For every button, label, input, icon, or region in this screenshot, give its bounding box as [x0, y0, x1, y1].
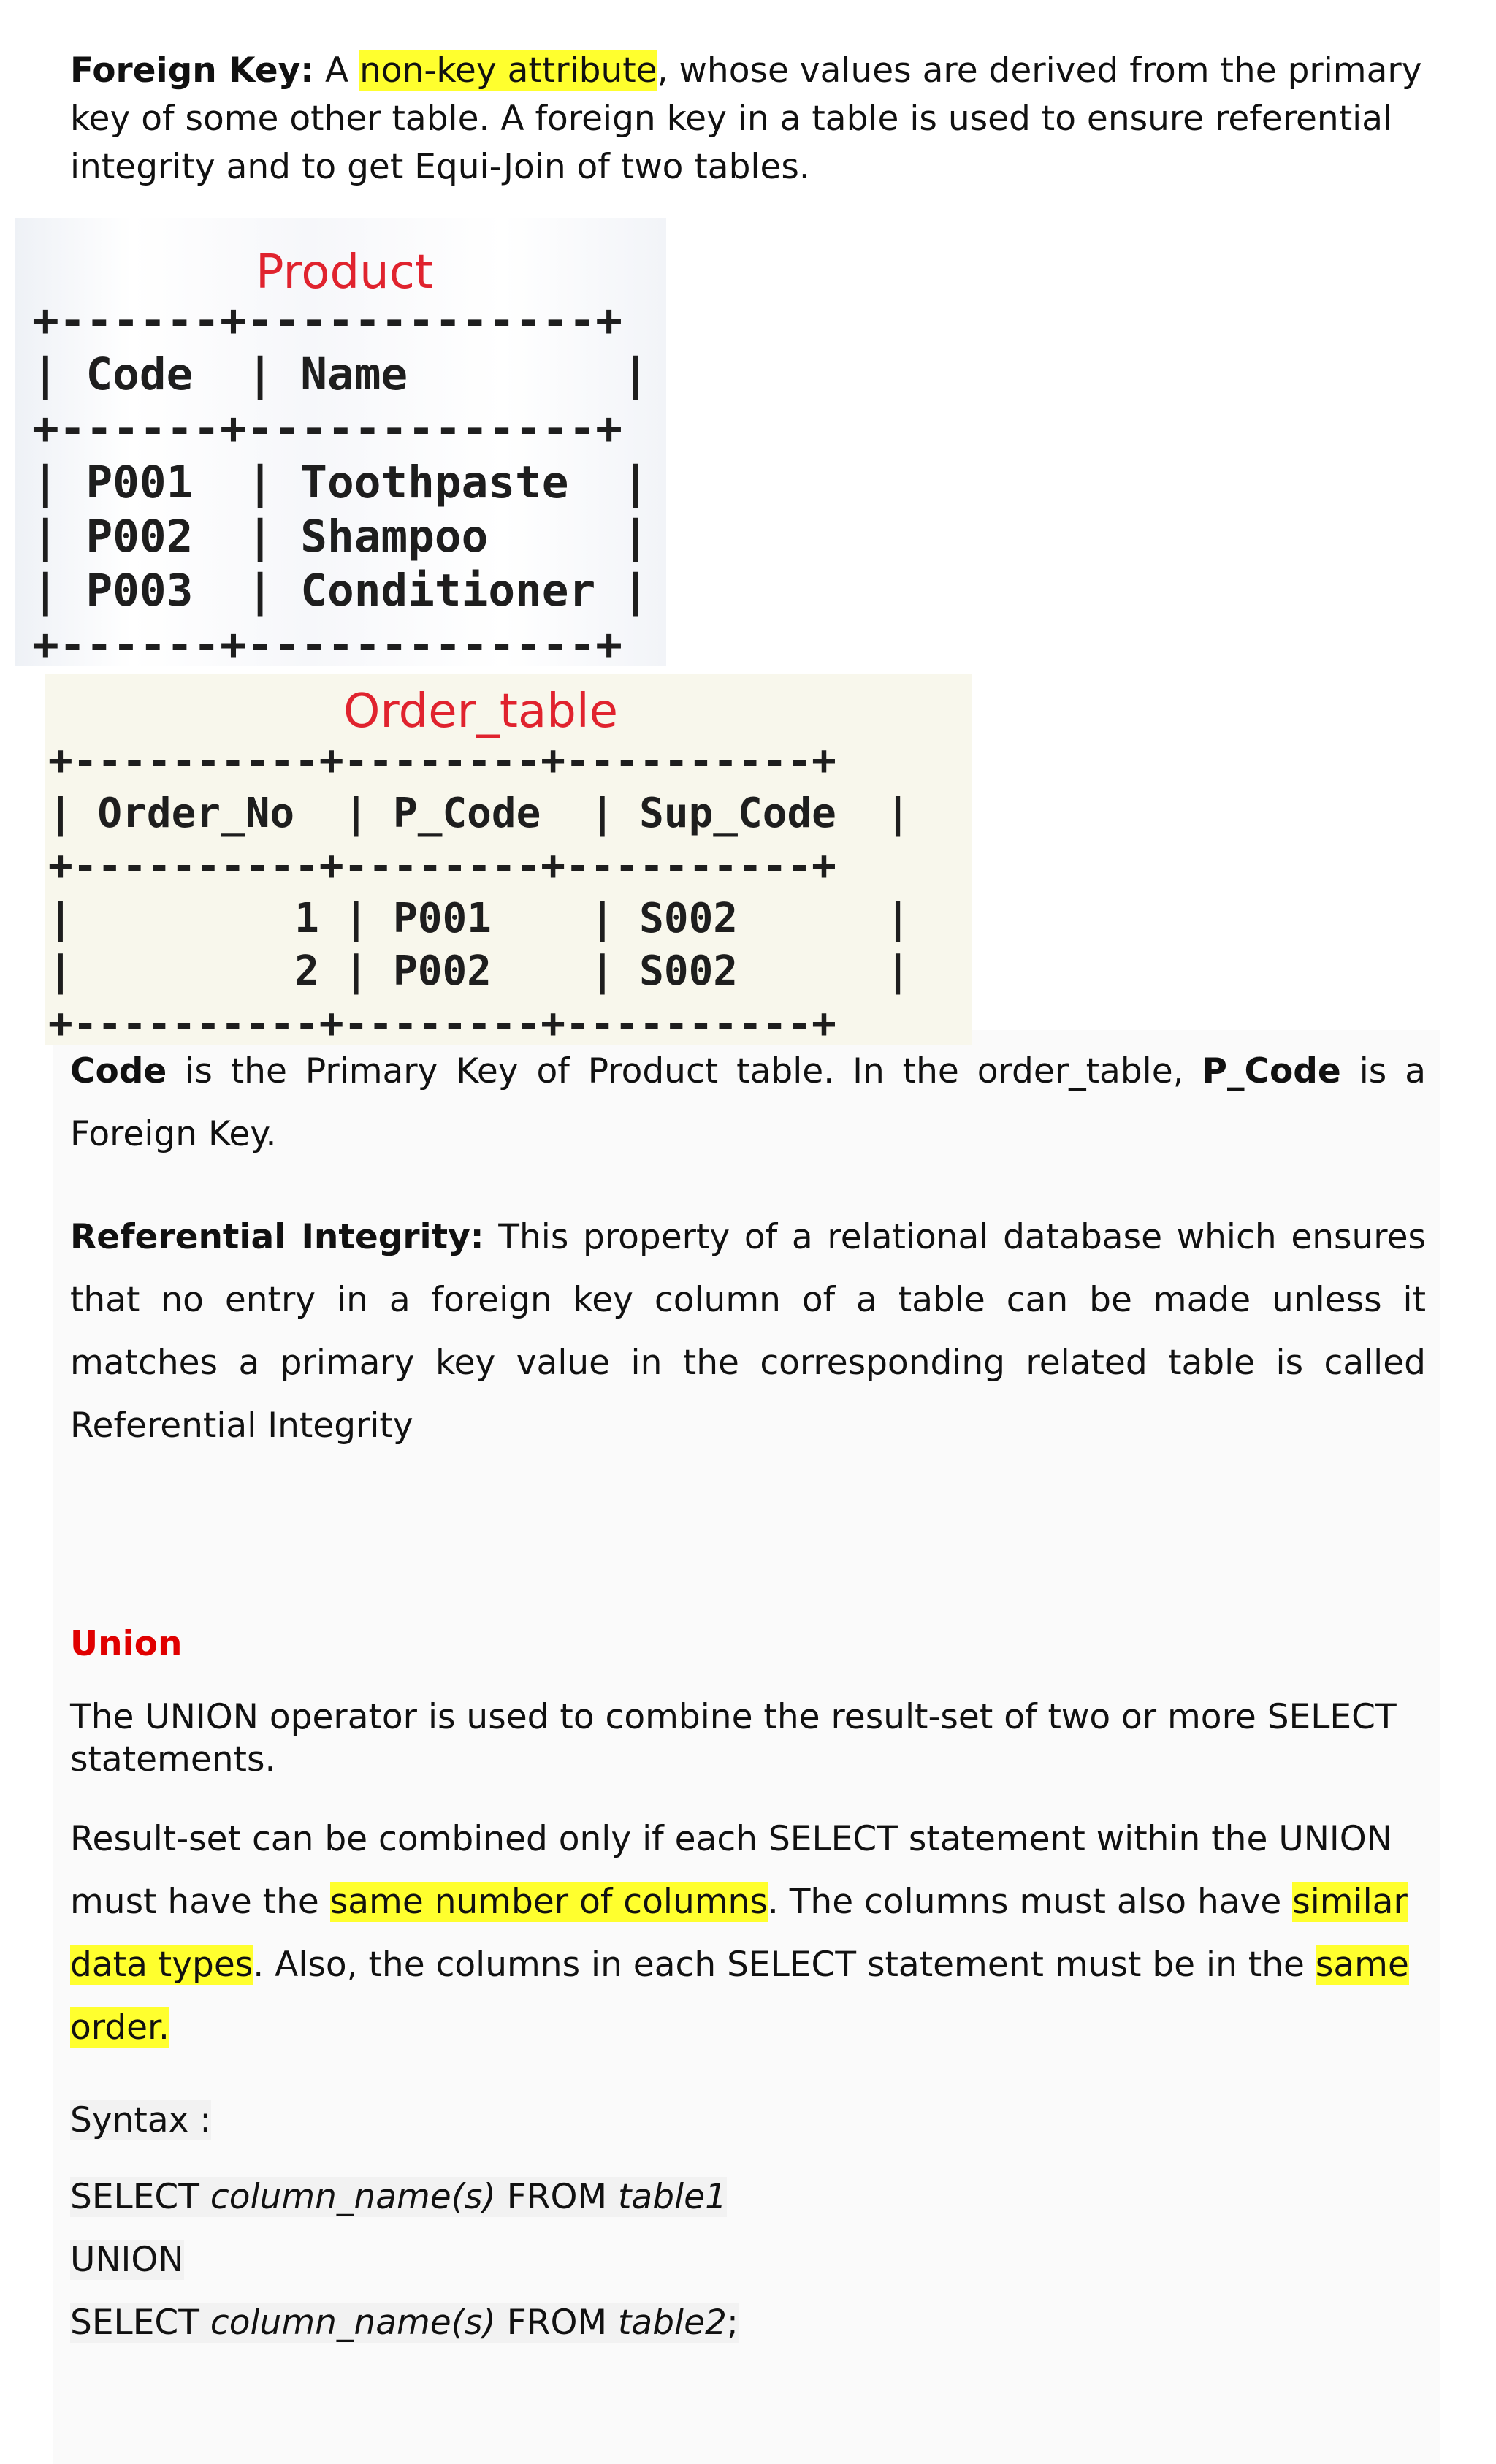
union-intro: The UNION operator is used to combine the result-set of two or more SELECT statements.: [70, 1697, 1397, 1780]
syntax-select-keyword: SELECT: [70, 2177, 210, 2217]
primary-key-note: [70, 1040, 1426, 1166]
syntax-select-keyword: SELECT: [70, 2303, 210, 2343]
order-table-row: | 2 | P002 | S002 |: [48, 947, 911, 995]
product-table-border-bottom: +------+-------------+: [32, 619, 622, 671]
foreign-key-paragraph: [70, 47, 1426, 191]
syntax-column-names: column_name(s): [210, 2303, 496, 2343]
referential-integrity-paragraph: [70, 1206, 1426, 1457]
highlight-same-number-of-columns: same number of columns: [329, 1882, 768, 1922]
foreign-key-pre: A: [314, 50, 360, 91]
syntax-semicolon: ;: [726, 2303, 739, 2343]
code-term: Code: [70, 1051, 167, 1091]
union-rules-text-1: Result-set can be combined only if each SELECT statement within the UNION must have the: [70, 1819, 1392, 1922]
product-table-row: | P001 | Toothpaste |: [32, 457, 649, 508]
syntax-table-name: table1: [617, 2177, 727, 2217]
union-heading: Union: [70, 1624, 183, 1664]
product-table-title: Product: [256, 245, 433, 300]
union-rules-paragraph: [70, 1808, 1426, 2059]
syntax-table-name: table2: [617, 2303, 727, 2343]
order-table-text: [48, 735, 910, 1050]
order-table-row: | 1 | P001 | S002 |: [48, 895, 911, 942]
order-table-image: [45, 674, 972, 1048]
order-table-border-mid: +----------+--------+----------+: [48, 842, 836, 890]
syntax-from-keyword: FROM: [495, 2303, 618, 2343]
union-rules-text-3: . Also, the columns in each SELECT statement must be in the: [253, 1945, 1316, 1985]
order-table-header: | Order_No | P_Code | Sup_Code |: [48, 790, 911, 837]
syntax-line-3: [70, 2299, 1426, 2347]
syntax-from-keyword: FROM: [495, 2177, 618, 2217]
syntax-label: Syntax :: [70, 2100, 212, 2140]
highlight-non-key-attribute: non-key attribute: [359, 50, 657, 91]
product-table-image: [15, 218, 666, 671]
product-table-row: | P002 | Shampoo |: [32, 511, 649, 562]
product-table-border-mid: +------+-------------+: [32, 403, 622, 454]
highlight-same-order: same order.: [70, 1945, 1409, 2048]
syntax-label-line: [70, 2097, 1426, 2145]
p-code-term: P_Code: [1202, 1051, 1341, 1091]
order-table-border-bottom: +----------+--------+----------+: [48, 1000, 836, 1048]
product-table-text: [32, 294, 649, 672]
syntax-line-2: [70, 2236, 1426, 2284]
order-table-border-top: +----------+--------+----------+: [48, 737, 836, 785]
order-table-title: Order_table: [343, 684, 618, 739]
syntax-union-keyword: UNION: [70, 2240, 184, 2280]
syntax-line-1: [70, 2173, 1426, 2221]
product-table-row: | P003 | Conditioner |: [32, 565, 649, 617]
union-rules-text-2: . The columns must also have: [767, 1882, 1293, 1922]
referential-integrity-text: This property of a relational database which ensures that no entry in a foreign key column of a table can be made unless it matches a primary key value in the corresponding related table is called Referential Integrity: [70, 1217, 1426, 1446]
syntax-column-names: column_name(s): [210, 2177, 496, 2217]
code-note-text-2: is a Foreign Key.: [70, 1051, 1426, 1154]
foreign-key-term: Foreign Key:: [70, 50, 315, 91]
product-table-header: | Code | Name |: [32, 348, 649, 400]
code-note-text-1: is the Primary Key of Product table. In the order_table,: [167, 1051, 1202, 1091]
product-table-border-top: +------+-------------+: [32, 294, 622, 346]
foreign-key-text: , whose values are derived from the primary key of some other table. A foreign key in a table is used to ensure referential integrity and to get Equi-Join of two tables.: [70, 50, 1422, 187]
highlight-similar-data-types: similar data types: [70, 1882, 1408, 1985]
referential-integrity-term: Referential Integrity:: [70, 1217, 484, 1257]
